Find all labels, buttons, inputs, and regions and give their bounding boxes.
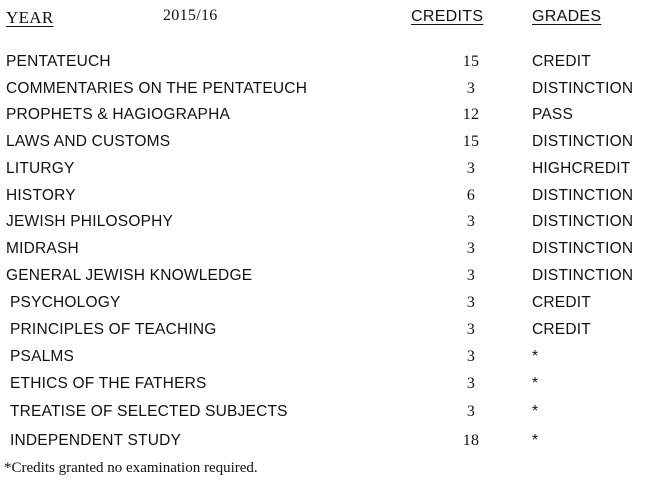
course-grade: DISTINCTION	[532, 213, 634, 230]
course-grade: HIGHCREDIT	[532, 160, 631, 177]
course-credits: 3	[466, 240, 476, 257]
course-row	[0, 53, 650, 75]
course-row	[0, 321, 650, 343]
course-subject: PSALMS	[10, 348, 75, 365]
course-subject: HISTORY	[6, 187, 76, 204]
course-subject: TREATISE OF SELECTED SUBJECTS	[10, 403, 288, 420]
course-grade: DISTINCTION	[532, 187, 634, 204]
course-grade: PASS	[532, 106, 574, 123]
course-subject: LAWS AND CUSTOMS	[6, 133, 171, 150]
course-credits: 6	[466, 187, 476, 204]
course-subject: PRINCIPLES OF TEACHING	[10, 321, 217, 338]
course-row	[0, 133, 650, 155]
course-credits: 3	[466, 80, 476, 97]
footnote: *Credits granted no examination required.	[4, 460, 258, 476]
course-row	[0, 403, 650, 425]
course-subject: PSYCHOLOGY	[10, 294, 121, 311]
course-subject: PENTATEUCH	[6, 53, 111, 70]
course-credits: 3	[466, 348, 476, 365]
year-label: YEAR	[6, 8, 54, 27]
year-value: 2015/16	[163, 7, 218, 24]
course-credits: 3	[466, 321, 476, 338]
course-row	[0, 106, 650, 128]
course-row	[0, 267, 650, 289]
course-subject: JEWISH PHILOSOPHY	[6, 213, 174, 230]
course-grade: CREDIT	[532, 53, 591, 70]
course-grade: *	[532, 348, 539, 365]
course-credits: 3	[466, 294, 476, 311]
course-grade: DISTINCTION	[532, 240, 634, 257]
course-grade: CREDIT	[532, 294, 591, 311]
course-subject: COMMENTARIES ON THE PENTATEUCH	[6, 80, 308, 97]
course-row	[0, 187, 650, 209]
course-grade: *	[532, 375, 539, 392]
course-grade: DISTINCTION	[532, 80, 634, 97]
grades-column-header: GRADES	[532, 8, 602, 25]
course-subject: INDEPENDENT STUDY	[10, 432, 182, 449]
course-credits: 18	[462, 432, 480, 449]
course-row	[0, 375, 650, 397]
course-row	[0, 294, 650, 316]
course-grade: *	[532, 403, 539, 420]
course-subject: MIDRASH	[6, 240, 79, 257]
course-grade: CREDIT	[532, 321, 591, 338]
course-credits: 3	[466, 213, 476, 230]
course-credits: 3	[466, 375, 476, 392]
course-subject: ETHICS OF THE FATHERS	[10, 375, 207, 392]
course-credits: 12	[462, 106, 480, 123]
course-credits: 15	[462, 53, 480, 70]
course-grade: DISTINCTION	[532, 267, 634, 284]
course-row	[0, 160, 650, 182]
course-grade: DISTINCTION	[532, 133, 634, 150]
course-credits: 15	[462, 133, 480, 150]
course-subject: LITURGY	[6, 160, 75, 177]
course-subject: GENERAL JEWISH KNOWLEDGE	[6, 267, 253, 284]
course-row	[0, 432, 650, 454]
course-row	[0, 213, 650, 235]
course-credits: 3	[466, 403, 476, 420]
course-credits: 3	[466, 267, 476, 284]
course-grade: *	[532, 432, 539, 449]
course-row	[0, 348, 650, 370]
credits-column-header: CREDITS	[411, 8, 484, 25]
course-credits: 3	[466, 160, 476, 177]
course-row	[0, 240, 650, 262]
course-subject: PROPHETS & HAGIOGRAPHA	[6, 106, 231, 123]
course-row	[0, 80, 650, 102]
